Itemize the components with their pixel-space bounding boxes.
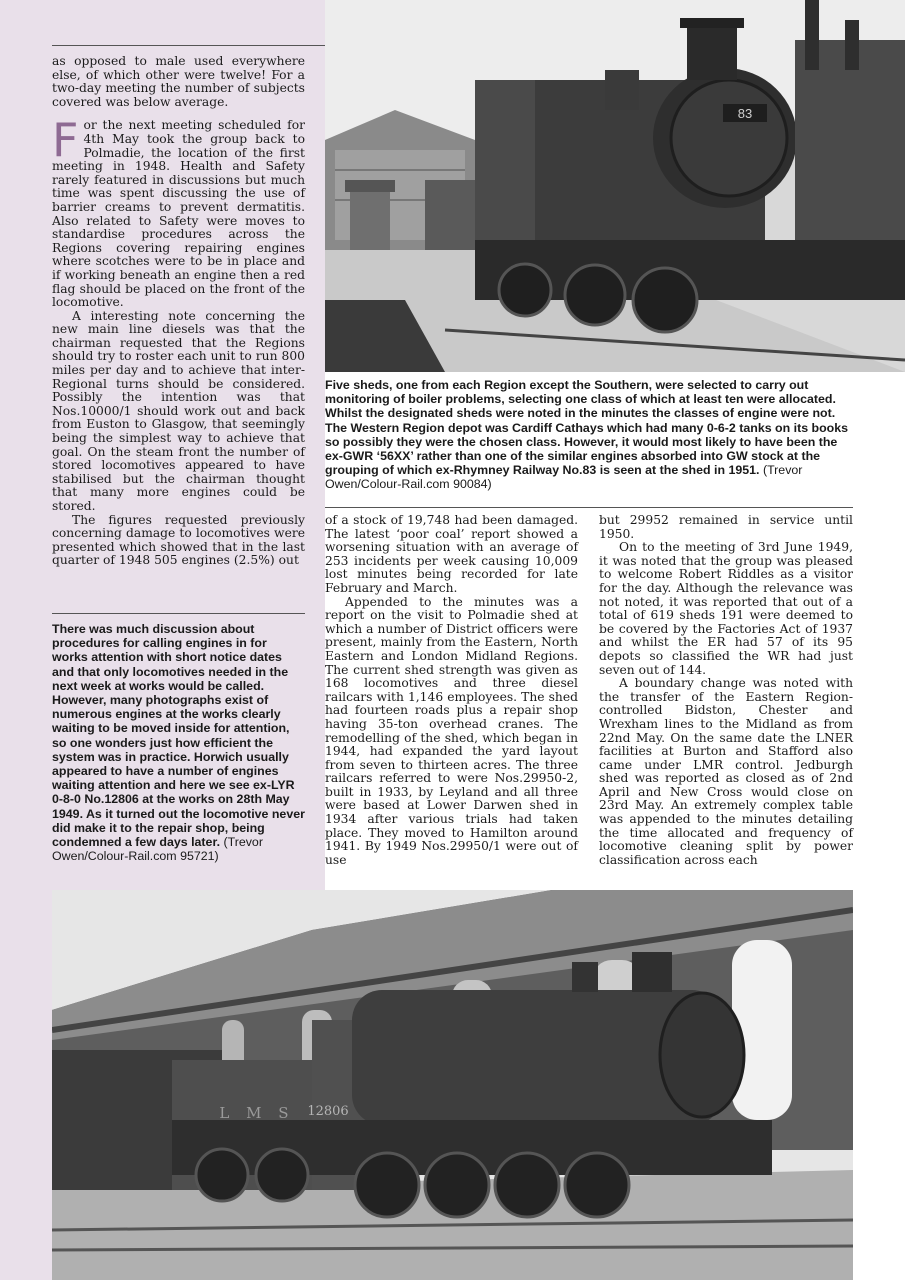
caption-top-credit: (Trevor Owen/Colour-Rail.com 90084) <box>325 463 803 492</box>
cab-number: 12806 <box>307 1104 349 1119</box>
drop-cap: F <box>52 113 79 168</box>
photo-tank-engine <box>325 0 905 372</box>
column-2-text <box>325 514 578 867</box>
col1-paragraph-3: A interesting note concerning the new main line diesels was that the chairman requested that the Regions should try to roster each unit to run 800 miles per day and to achieve that inter-Regional turns should be considered. Possibly the intention was that Nos.10000/1 should work out and back from Euston to Glasgow, that seemingly being the simplest way to achieve that goal. On the steam front the number of stored locomotives appeared to have stabilised but the chairman thought that many more engines could be stored. <box>52 308 305 513</box>
col3-paragraph-3: A boundary change was noted with the transfer of the Eastern Region-controlled Bidston, Chester and Wrexham lines to the Midland as from 22nd May. On the same date the LNER facilities at Burton and Stafford also came under LMR control. Jedburgh shed was reported as closed as of 2nd April and New Cross would close on 23rd May. An extremely complex table was appended to the minutes detailing the time allocated and frequency of locomotive cleaning split by power classification across each <box>599 676 853 867</box>
tender-lettering: L M S <box>219 1104 295 1122</box>
col1-paragraph-2-text: or the next meeting scheduled for 4th May took the group back to Polmadie, the location of the first meeting in 1948. Health and Safety rarely featured in discussions but much time was spent discussing the use of barrier creams to prevent dermatitis. Also related to Safety were moves to standardise procedures across the Regions covering repairing engines where scotches were to be in place and if working beneath an engine then a red flag should be placed on the front of the locomotive. <box>52 118 305 310</box>
col2-paragraph-1: of a stock of 19,748 had been damaged. The latest ‘poor coal’ report showed a worsening situation with an average of 253 incidents per week causing 10,009 lost minutes being recorded for late February and March. <box>325 513 578 595</box>
caption-rule-left <box>52 613 305 614</box>
caption-top <box>325 378 850 492</box>
top-rule-left <box>52 45 325 46</box>
col3-paragraph-1: but 29952 remained in service until 1950. <box>599 513 853 541</box>
col1-paragraph-4: The figures requested previously concerning damage to locomotives were presented which showed that in the last quarter of 1948 505 engines (2.5%) out <box>52 512 305 568</box>
photo-lyr-0-8-0 <box>52 890 853 1280</box>
caption-top-bold: Five sheds, one from each Region except the Southern, were selected to carry out monitoring of boiler problems, selecting one class of which at least ten were allocated. Whilst the designated sheds were noted in the minutes the classes of engine were not. The Western Region depot was Cardiff Cathays which had many 0-6-2 tanks on its books so possibly they were the chosen class. However, it would most likely to have been the ex-GWR ‘56XX’ rather than one of the similar engines absorbed into GW stock at the grouping of which ex-Rhymney Railway No.83 is seen at the shed in 1951. <box>325 378 849 478</box>
caption-left-credit: (Trevor Owen/Colour-Rail.com 95721) <box>52 835 263 864</box>
column-3-text <box>599 514 853 867</box>
smokebox-number-plate: 83 <box>737 106 753 121</box>
caption-left-bold: There was much discussion about procedures for calling engines in for works attention with short notice dates and that only locomotives needed in the next week at works would be called. However, many photographs exist of numerous engines at the works clearly waiting to be moved inside for attention, so one wonders just how efficient the system was in practice. Horwich usually appeared to have a number of engines waiting attention and here we see ex-LYR 0-8-0 No.12806 at the works on 28th May 1949. As it turned out the locomotive never did make it to the repair shop, being condemned a few days later. <box>52 622 305 850</box>
column-1-text <box>52 55 305 568</box>
caption-rule-top <box>325 507 853 508</box>
caption-left <box>52 622 305 863</box>
col3-paragraph-2: On to the meeting of 3rd June 1949, it was noted that the group was pleased to welcome Robert Riddles as a visitor for the day. Although the relevance was not noted, it was reported that out of a total of 619 sheds 191 were deemed to be covered by the Factories Act of 1937 and whilst the ER had 57 of its 95 depots so classified the WR had just seven out of 144. <box>599 540 853 677</box>
col2-paragraph-2: Appended to the minutes was a report on the visit to Polmadie shed at which a number of District officers were present, mainly from the Eastern, North Eastern and London Midland Regions. The current shed strength was given as 168 locomotives and three diesel railcars with 1,146 employees. The shed had fourteen roads plus a repair shop having 35-ton overhead cranes. The remodelling of the shed, which began in 1944, had expanded the yard layout from seven to thirteen acres. The three railcars referred to were Nos.29950-2, built in 1933, by Leyland and all three were based at Lower Darwen shed in 1934 after various trials had taken place. They moved to Hamilton around 1941. By 1949 Nos.29950/1 were out of use <box>325 594 578 867</box>
col1-paragraph-1: as opposed to male used everywhere else, of which other were twelve! For a two-day meeting the number of subjects covered was below average. <box>52 54 305 109</box>
col1-paragraph-2 <box>52 113 305 310</box>
